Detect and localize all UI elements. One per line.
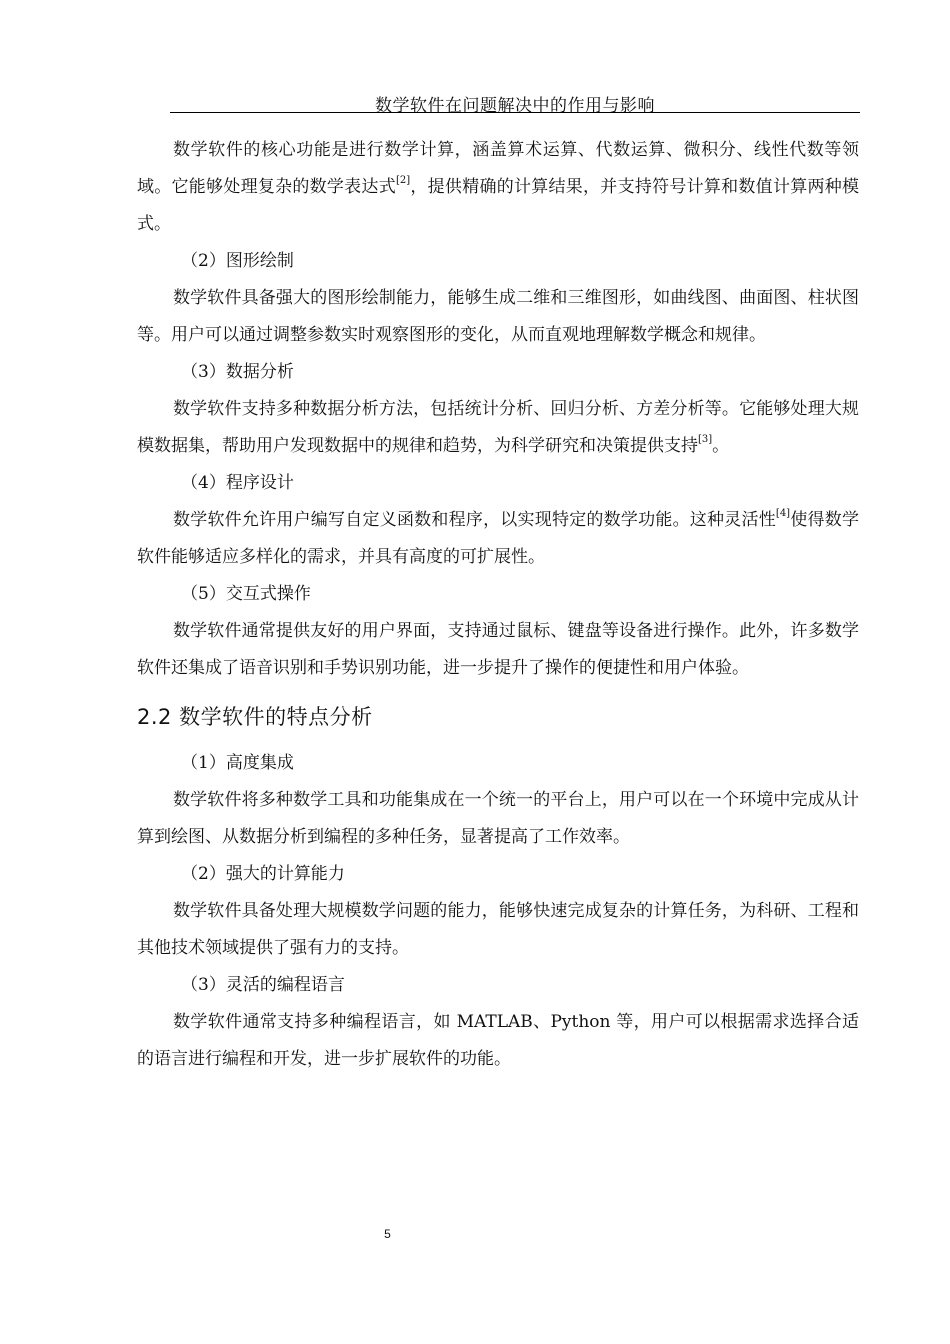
subheading-programming: （4）程序设计 <box>181 473 294 493</box>
paragraph-interactive: 数学软件通常提供友好的用户界面，支持通过鼠标、键盘等设备进行操作。此外，许多数学软件还集成了语音识别和手势识别功能，进一步提升了操作的便捷性和用户体验。 <box>137 621 859 678</box>
page-number: 5 <box>384 1227 391 1241</box>
header-rule <box>170 112 860 113</box>
paragraph-integration: 数学软件将多种数学工具和功能集成在一个统一的平台上，用户可以在一个环境中完成从计算到绘图、从数据分析到编程的多种任务，显著提高了工作效率。 <box>137 790 859 847</box>
paragraph-programming: 数学软件允许用户编写自定义函数和程序，以实现特定的数学功能。这种灵活性[4]使得数学软件能够适应多样化的需求，并具有高度的可扩展性。 <box>137 508 859 567</box>
citation-3[interactable]: [3] <box>698 434 713 446</box>
running-header-title: 数学软件在问题解决中的作用与影响 <box>375 96 655 116</box>
subheading-computing-power: （2）强大的计算能力 <box>181 864 345 884</box>
citation-2[interactable]: [2] <box>395 175 411 187</box>
page-body <box>137 132 859 1078</box>
paragraph-core-function: 数学软件的核心功能是进行数学计算，涵盖算术运算、代数运算、微积分、线性代数等领域。它能够处理复杂的数学表达式[2]，提供精确的计算结果，并支持符号计算和数值计算两种模式。 <box>137 140 860 234</box>
subheading-graphics: （2）图形绘制 <box>181 251 294 271</box>
subheading-data-analysis: （3）数据分析 <box>181 362 294 382</box>
section-heading-2-2: 2.2 数学软件的特点分析 <box>137 705 373 729</box>
citation-4[interactable]: [4] <box>775 508 791 520</box>
paragraph-data-analysis: 数学软件支持多种数据分析方法，包括统计分析、回归分析、方差分析等。它能够处理大规模数据集，帮助用户发现数据中的规律和趋势，为科学研究和决策提供支持[3]。 <box>137 399 859 456</box>
subheading-programming-languages: （3）灵活的编程语言 <box>181 975 345 995</box>
subheading-integration: （1）高度集成 <box>181 753 294 773</box>
paragraph-computing-power: 数学软件具备处理大规模数学问题的能力，能够快速完成复杂的计算任务，为科研、工程和其他技术领域提供了强有力的支持。 <box>137 901 859 958</box>
paragraph-programming-languages: 数学软件通常支持多种编程语言，如 MATLAB、Python 等，用户可以根据需求选择合适的语言进行编程和开发，进一步扩展软件的功能。 <box>137 1012 859 1069</box>
subheading-interactive: （5）交互式操作 <box>181 584 311 604</box>
paragraph-graphics: 数学软件具备强大的图形绘制能力，能够生成二维和三维图形，如曲线图、曲面图、柱状图等。用户可以通过调整参数实时观察图形的变化，从而直观地理解数学概念和规律。 <box>137 288 859 345</box>
